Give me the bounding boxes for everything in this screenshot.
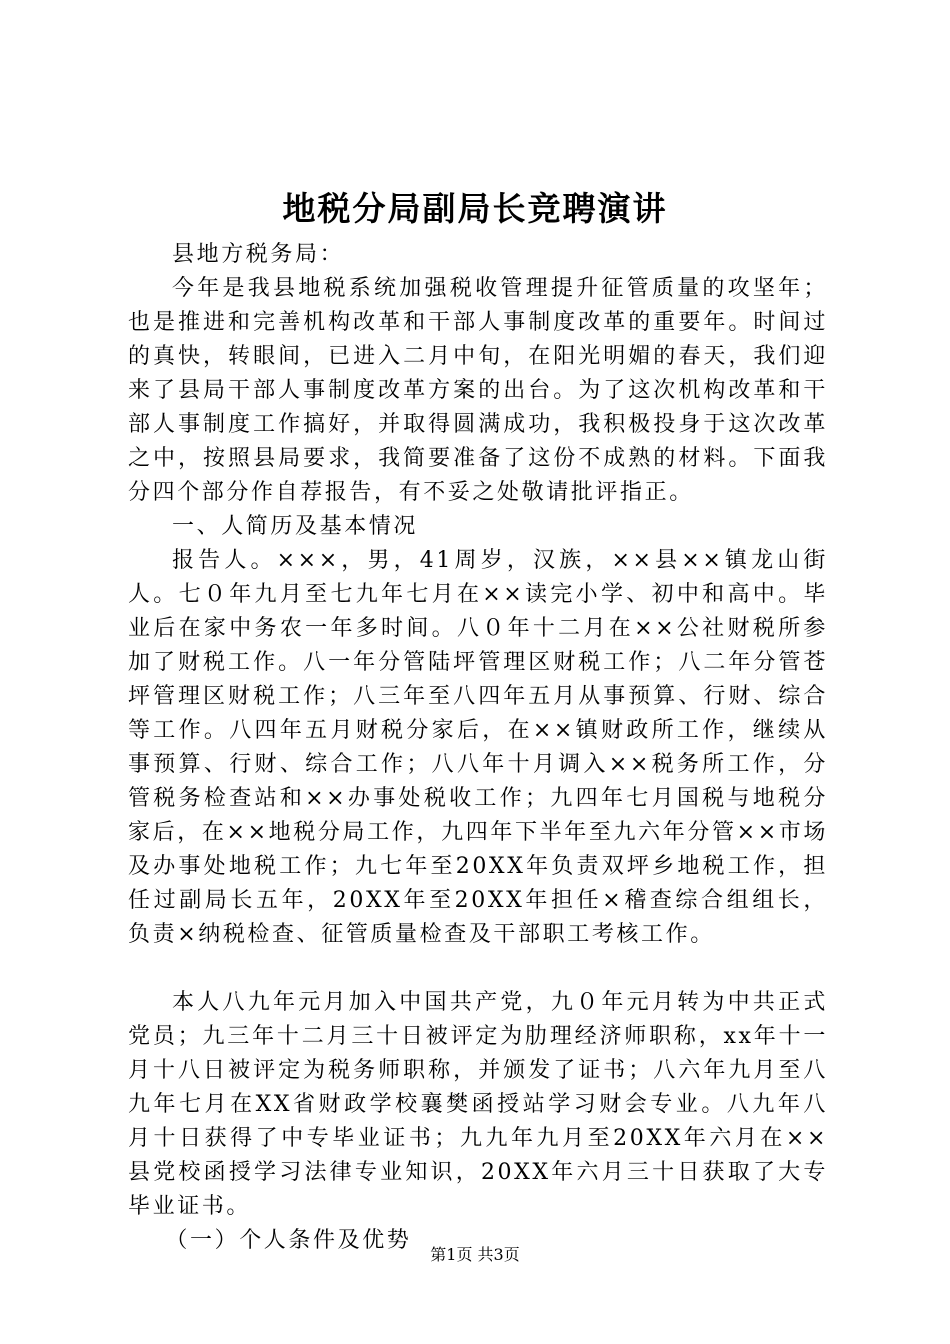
document-body bbox=[128, 238, 828, 1258]
section-heading: 一、人简历及基本情况 bbox=[172, 514, 419, 539]
party-education-paragraph: 本人八九年元月加入中国共产党，九０年元月转为中共正式党员；九三年十二月三十日被评定为肋理经济师职称，xx年十一月十八日被评定为税务师职称，并颁发了证书；八六年九月至八九年七月在XX省财政学校襄樊函授站学习财会专业。八九年八月十日获得了中专毕业证书；九九年九月至20XX年六月在××县党校函授学习法律专业知识，20XX年六月三十日获取了大专毕业证书。 bbox=[128, 990, 828, 1219]
page-footer: 第1页 共3页 bbox=[430, 1245, 520, 1264]
subsection-heading: （一）个人条件及优势 bbox=[165, 1228, 412, 1253]
resume-paragraph: 报告人。×××，男，41周岁，汉族，××县××镇龙山街人。七０年九月至七九年七月在××读完小学、初中和高中。毕业后在家中务农一年多时间。八０年十二月在××公社财税所参加了财税工作。八一年分管陆坪管理区财税工作；八二年分管苍坪管理区财税工作；八三年至八四年五月从事预算、行财、综合等工作。八四年五月财税分家后，在××镇财政所工作，继续从事预算、行财、综合工作；八八年十月调入××税务所工作，分管税务检查站和××办事处税收工作；九四年七月国税与地税分家后，在××地税分局工作，九四年下半年至九六年分管××市场及办事处地税工作；九七年至20XX年负责双坪乡地税工作，担任过副局长五年，20XX年至20XX年担任×稽查综合组组长，负责×纳税检查、征管质量检查及干部职工考核工作。 bbox=[128, 548, 828, 947]
intro-paragraph: 今年是我县地税系统加强税收管理提升征管质量的攻坚年；也是推进和完善机构改革和干部人事制度改革的重要年。时间过的真快，转眼间，已进入二月中旬，在阳光明媚的春天，我们迎来了县局干部人事制度改革方案的出台。为了这次机构改革和干部人事制度工作搞好，并取得圆满成功，我积极投身于这次改革之中，按照县局要求，我简要准备了这份不成熟的材料。下面我分四个部分作自荐报告，有不妥之处敬请批评指正。 bbox=[128, 276, 828, 505]
salutation: 县地方税务局： bbox=[172, 242, 345, 267]
document-title: 地税分局副局长竞聘演讲 bbox=[282, 189, 668, 228]
